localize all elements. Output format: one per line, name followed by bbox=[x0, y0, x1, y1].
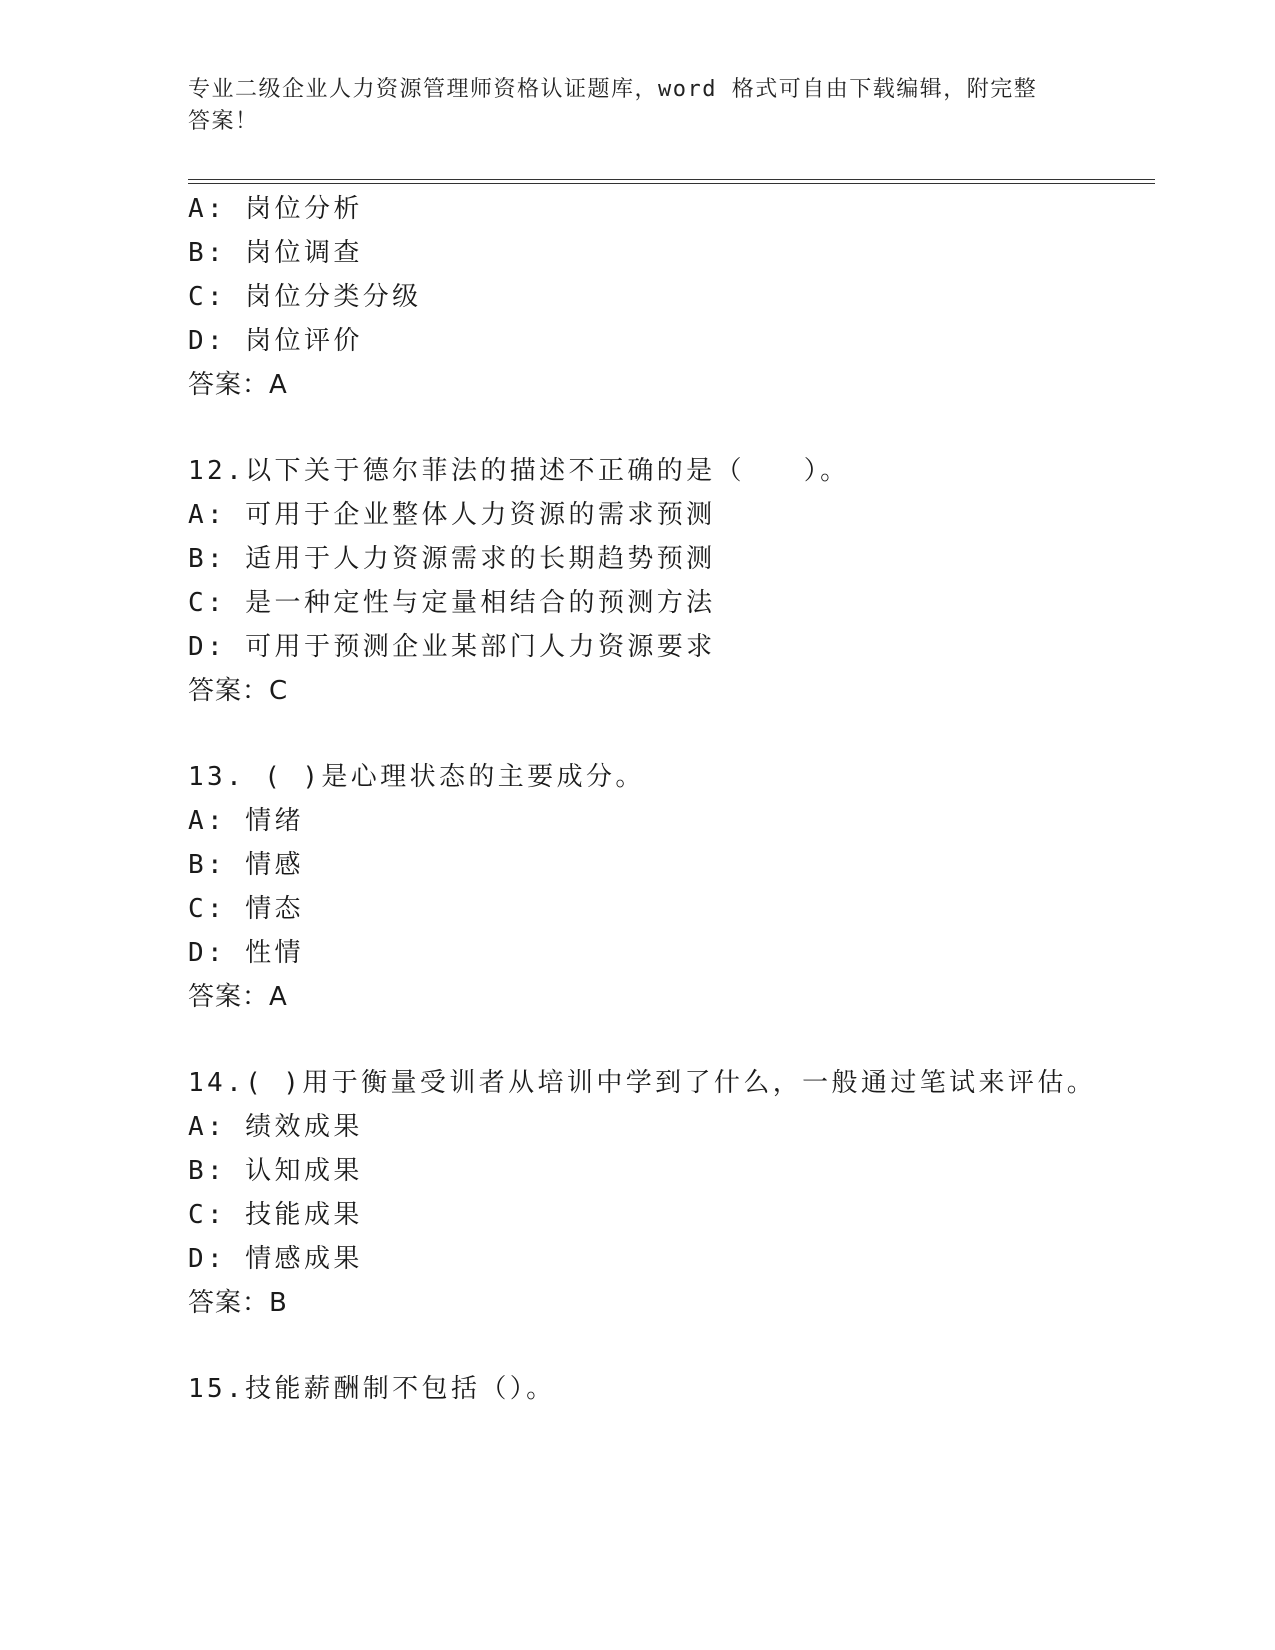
option-a: A: 绩效成果 bbox=[188, 1112, 363, 1142]
option-b: B: 适用于人力资源需求的长期趋势预测 bbox=[188, 544, 716, 574]
option-d: D: 岗位评价 bbox=[188, 326, 363, 356]
option-b: B: 认知成果 bbox=[188, 1156, 363, 1186]
document-header bbox=[188, 74, 1088, 138]
header-divider bbox=[188, 179, 1155, 184]
question-15: 15.技能薪酬制不包括（）。 bbox=[188, 1374, 556, 1404]
question-12: 12.以下关于德尔菲法的描述不正确的是（ ）。 bbox=[188, 456, 850, 486]
option-a: A: 岗位分析 bbox=[188, 194, 363, 224]
header-line-2: 答案！ bbox=[188, 109, 259, 134]
question-13: 13. ( )是心理状态的主要成分。 bbox=[188, 762, 645, 792]
header-line-1: 专业二级企业人力资源管理师资格认证题库，word 格式可自由下载编辑，附完整 bbox=[188, 77, 1038, 102]
answer: 答案：B bbox=[188, 1288, 288, 1318]
option-a: A: 情绪 bbox=[188, 806, 304, 836]
option-c: C: 岗位分类分级 bbox=[188, 282, 422, 312]
answer: 答案：A bbox=[188, 370, 288, 400]
option-d: D: 可用于预测企业某部门人力资源要求 bbox=[188, 632, 716, 662]
answer: 答案：C bbox=[188, 676, 289, 706]
option-d: D: 性情 bbox=[188, 938, 304, 968]
option-b: B: 岗位调查 bbox=[188, 238, 363, 268]
option-c: C: 情态 bbox=[188, 894, 304, 924]
question-14: 14.( )用于衡量受训者从培训中学到了什么，一般通过笔试来评估。 bbox=[188, 1068, 1097, 1098]
answer: 答案：A bbox=[188, 982, 288, 1012]
option-b: B: 情感 bbox=[188, 850, 304, 880]
option-a: A: 可用于企业整体人力资源的需求预测 bbox=[188, 500, 716, 530]
option-c: C: 是一种定性与定量相结合的预测方法 bbox=[188, 588, 716, 618]
option-c: C: 技能成果 bbox=[188, 1200, 363, 1230]
option-d: D: 情感成果 bbox=[188, 1244, 363, 1274]
